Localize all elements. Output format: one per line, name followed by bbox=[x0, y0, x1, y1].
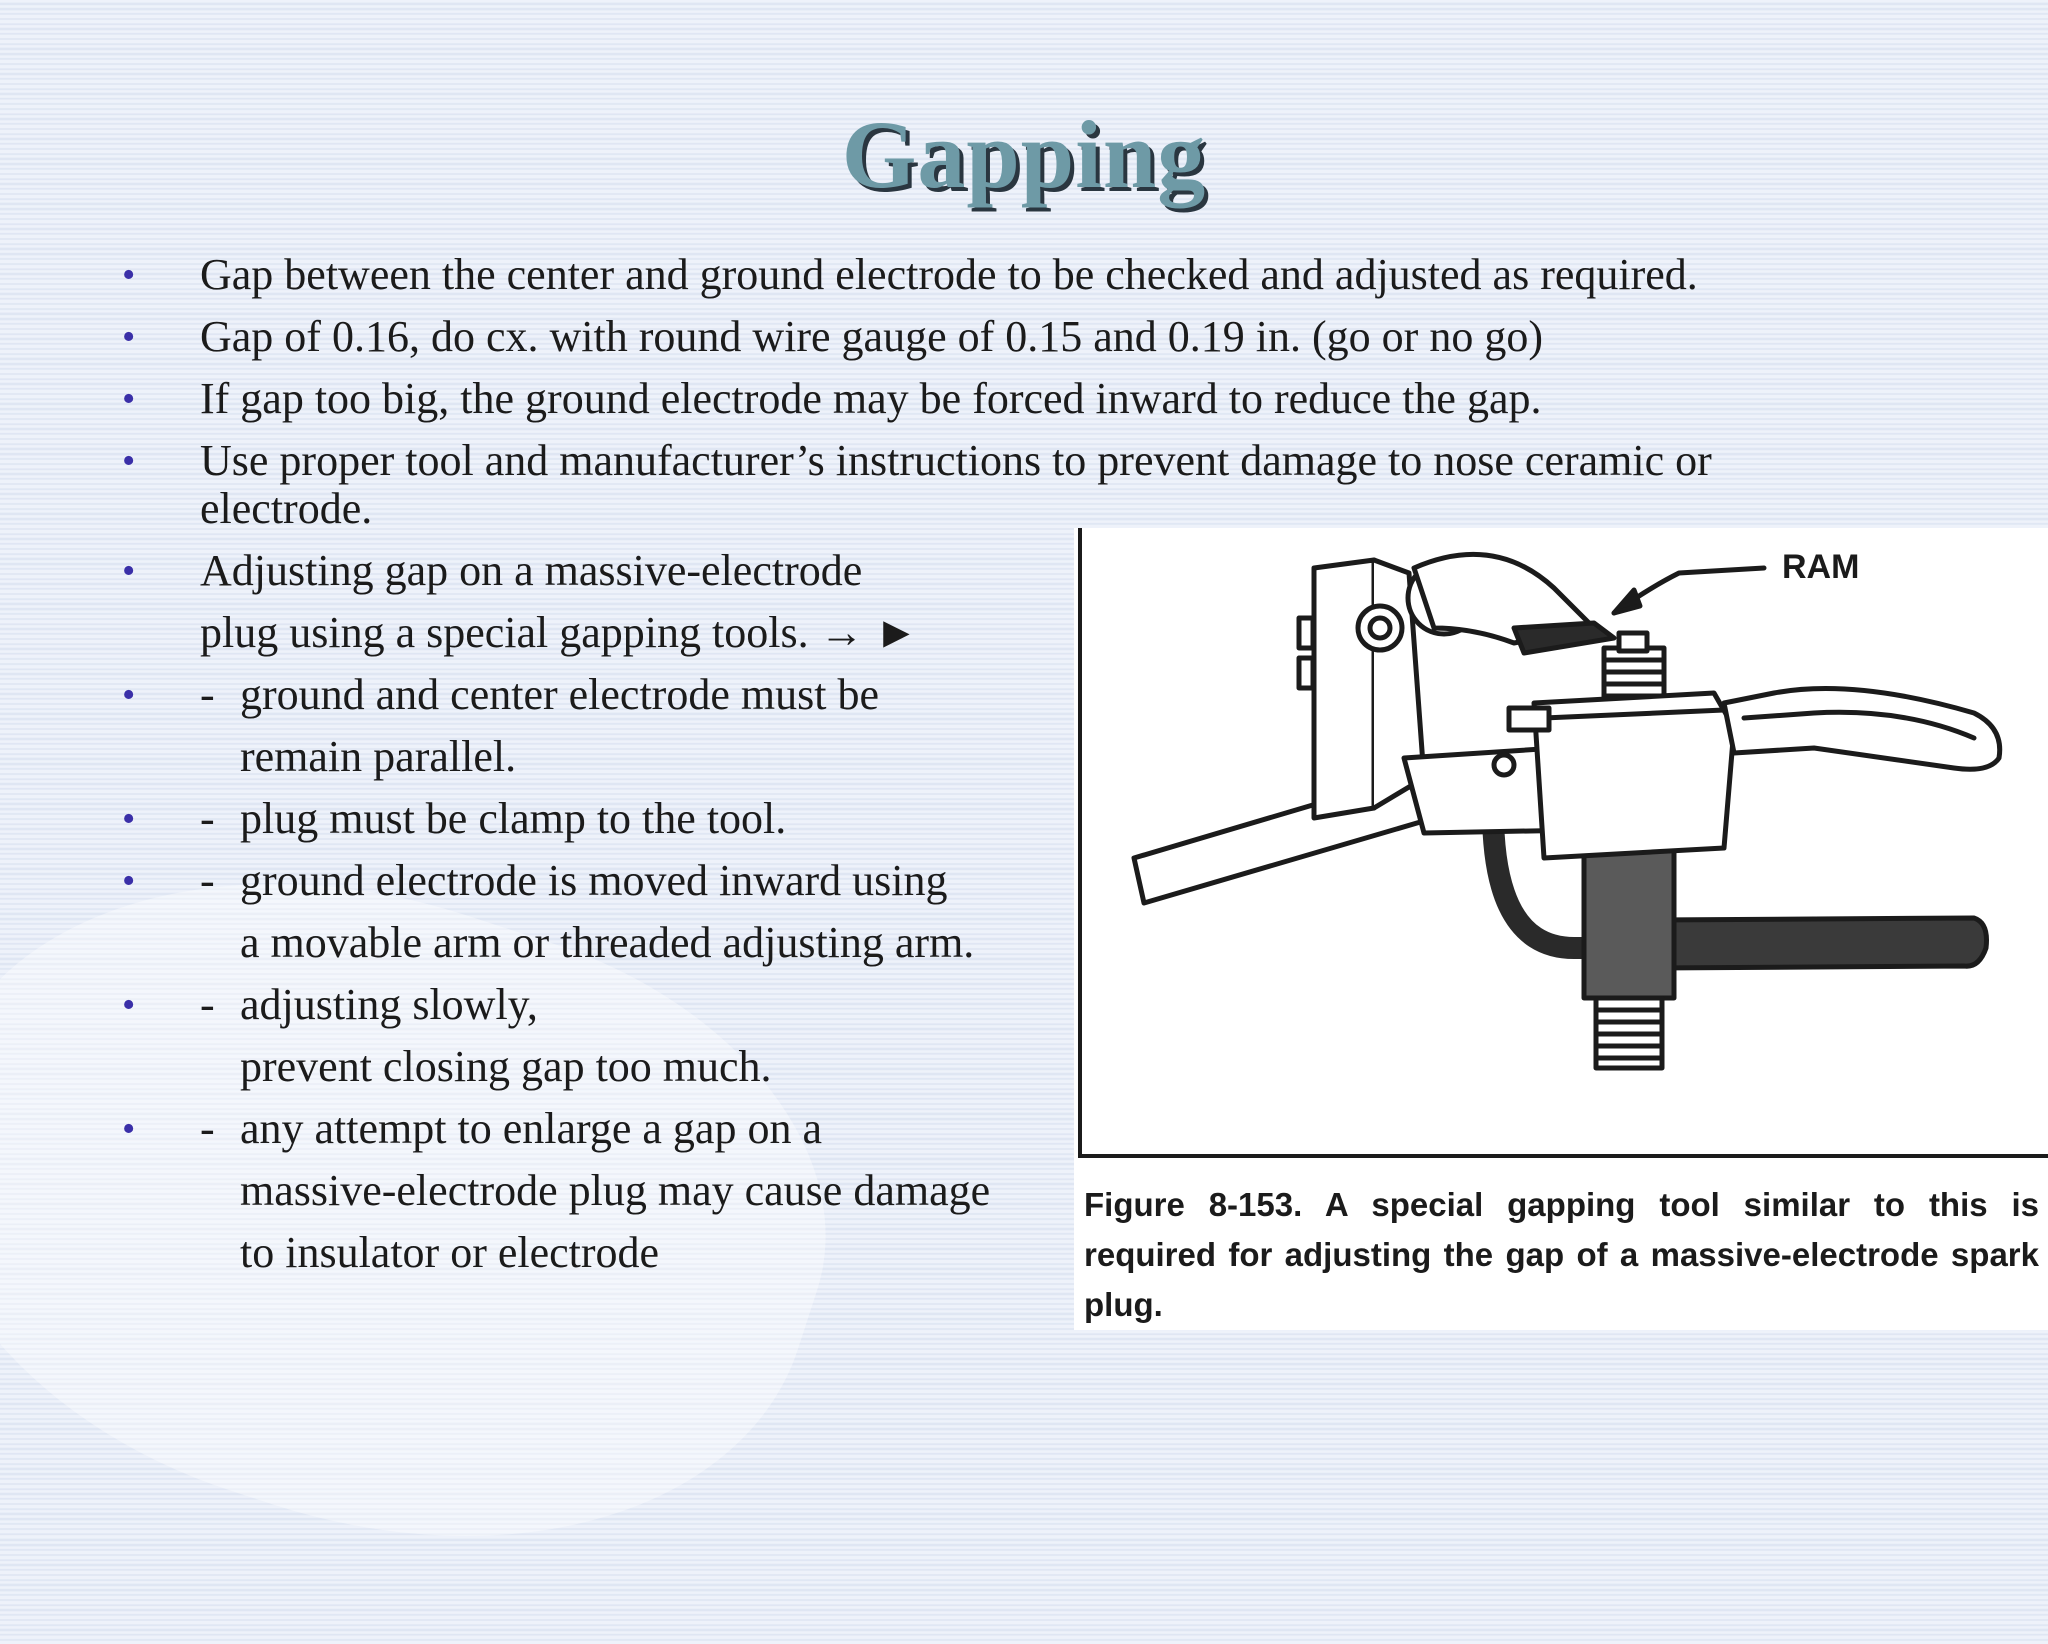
bullet-icon: • bbox=[122, 550, 136, 592]
bullet-icon: • bbox=[122, 1108, 136, 1150]
bullet-text: plug using a special gapping tools. → ► bbox=[200, 608, 919, 657]
bullet-text: Adjusting gap on a massive-electrode bbox=[200, 546, 863, 595]
bullet-text: to insulator or electrode bbox=[240, 1228, 660, 1277]
ram-callout-label: RAM bbox=[1782, 548, 1860, 586]
bullet-icon: • bbox=[122, 860, 136, 902]
bullet-icon: • bbox=[122, 378, 136, 420]
dash-marker: - bbox=[200, 670, 215, 719]
bullet-text: any attempt to enlarge a gap on a bbox=[240, 1104, 822, 1153]
bullet-icon: • bbox=[122, 798, 136, 840]
gapping-tool-figure bbox=[1074, 528, 2048, 1330]
bullet-icon: • bbox=[122, 254, 136, 296]
bullet-icon: • bbox=[122, 984, 136, 1026]
bullet-text: ground electrode is moved inward using bbox=[240, 856, 948, 905]
bullet-icon: • bbox=[122, 316, 136, 358]
slide-title: Gapping bbox=[841, 101, 1207, 208]
gapping-tool-illustration bbox=[1074, 528, 2048, 1158]
bullet-text: ground and center electrode must be bbox=[240, 670, 879, 719]
bullet-text: a movable arm or threaded adjusting arm. bbox=[240, 918, 975, 967]
bullet-icon: • bbox=[122, 440, 136, 482]
bullet-text: adjusting slowly, bbox=[240, 980, 538, 1029]
figure-caption: Figure 8-153. A special gapping tool similar to this is required for adjusting the gap of a massive-electrode spark plug. bbox=[1084, 1186, 2039, 1323]
bullet-text: If gap too big, the ground electrode may be forced inward to reduce the gap. bbox=[200, 374, 1542, 423]
bullet-text: massive-electrode plug may cause damage bbox=[240, 1166, 991, 1215]
bullet-text: Gap between the center and ground electrode to be checked and adjusted as required. bbox=[200, 250, 1698, 299]
bullet-text: prevent closing gap too much. bbox=[240, 1042, 772, 1091]
dash-marker: - bbox=[200, 980, 215, 1029]
dash-marker: - bbox=[200, 794, 215, 843]
bullet-text: plug must be clamp to the tool. bbox=[240, 794, 787, 843]
dash-marker: - bbox=[200, 1104, 215, 1153]
bullet-text: remain parallel. bbox=[240, 732, 517, 781]
dash-marker: - bbox=[200, 856, 215, 905]
bullet-text: Gap of 0.16, do cx. with round wire gauge of 0.15 and 0.19 in. (go or no go) bbox=[200, 312, 1543, 361]
bullet-text: Use proper tool and manufacturer’s instructions to prevent damage to nose ceramic or bbox=[200, 436, 1712, 485]
bullet-text: electrode. bbox=[200, 484, 373, 533]
bullet-icon: • bbox=[122, 674, 136, 716]
